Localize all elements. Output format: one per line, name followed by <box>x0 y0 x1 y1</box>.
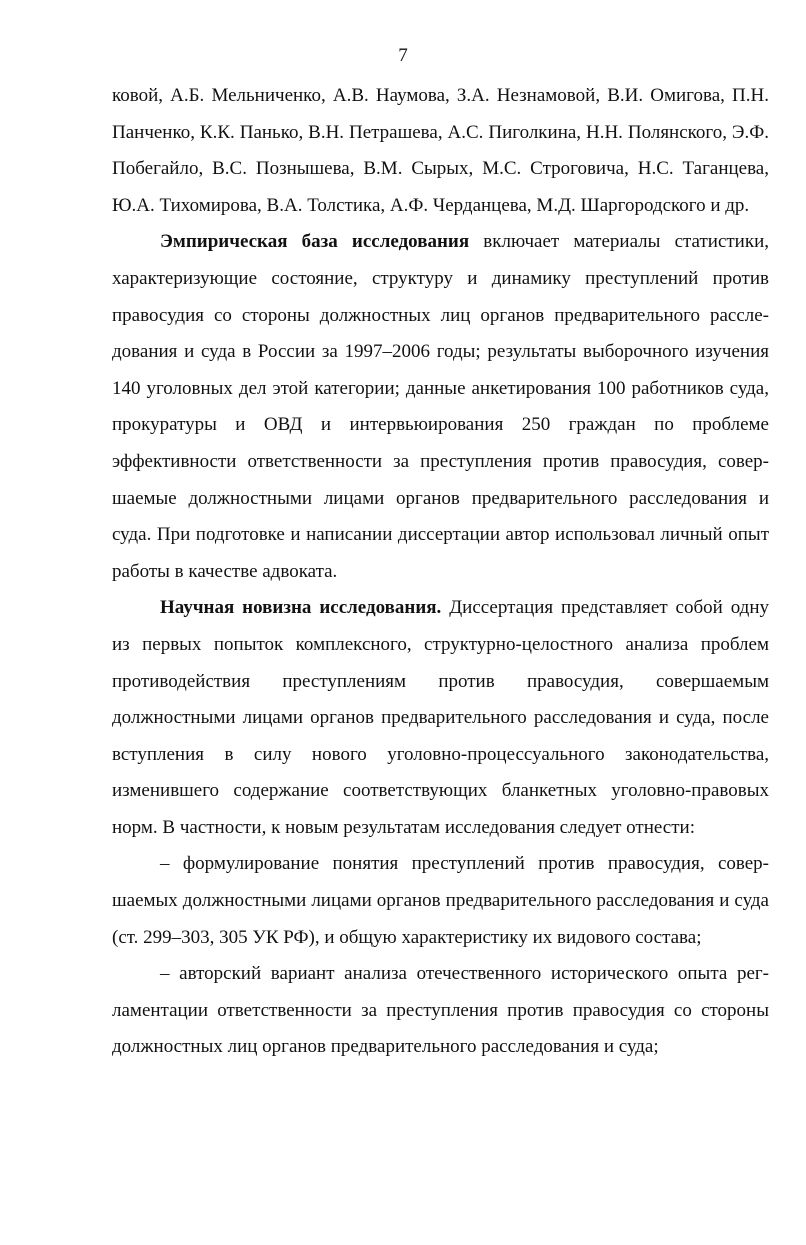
page-number: 7 <box>398 45 408 66</box>
paragraph-text: Диссертация представляет собой одну из первых попыток комплексного, структурно-целостного анализа проблем противодействия преступлениям против правосудия, совершаемым должностными лицами органов предварительного расследования и суда, после вступления в силу нового уголовно-процессуального законодательства, изменившего содержание соответствующих бланкетных уголовно-правовых норм. В частности, к новым результатам исследования следует отнести: <box>112 597 769 838</box>
paragraph-text: ковой, А.Б. Мельниченко, А.В. Наумова, З.А. Незнамовой, В.И. Омигова, П.Н. Панченко, К.К. Панько, В.Н. Петрашева, А.С. Пиголкина, Н.Н. Полянского, Э.Ф. Побегайло, В.С. Познышева, В.М. Сырых, М.С. Строговича, Н.С. Таганцева, Ю.А. Тихомирова, В.А. Толстика, А.Ф. Черданцева, М.Д. Шаргородского и др. <box>112 85 769 216</box>
list-item-definition <box>112 846 769 956</box>
paragraph-lead: Научная новизна исследования. <box>160 597 442 619</box>
document-body <box>112 78 769 1066</box>
paragraph-text: – формулирование понятия преступлений против правосудия, совершаемых должностными лицами органов предварительного расследования и суда (ст. 299–303, 305 УК РФ), и общую характеристику их видового состава; <box>112 853 769 948</box>
paragraph-lead: Эмпирическая база исследования <box>160 231 470 253</box>
paragraph-continuation <box>112 78 769 224</box>
paragraph-scientific-novelty <box>112 590 769 846</box>
paragraph-text: – авторский вариант анализа отечественного исторического опыта регламентации ответственности за преступления против правосудия со стороны должностных лиц органов предварительного расследования и суда; <box>112 963 769 1058</box>
paragraph-empirical-base <box>112 224 769 590</box>
paragraph-text: включает материалы статистики, характеризующие состояние, структуру и динамику преступлений против правосудия со стороны должностных лиц органов предварительного расследования и суда в России за 1997–2006 годы; результаты выборочного изучения 140 уголовных дел этой категории; данные анкетирования 100 работников суда, прокуратуры и ОВД и интервьюирования 250 граждан по проблеме эффективности ответственности за преступления против правосудия, совершаемые должностными лицами органов предварительного расследования и суда. При подготовке и написании диссертации автор использовал личный опыт работы в качестве адвоката. <box>112 231 769 582</box>
list-item-historical-analysis <box>112 956 769 1066</box>
